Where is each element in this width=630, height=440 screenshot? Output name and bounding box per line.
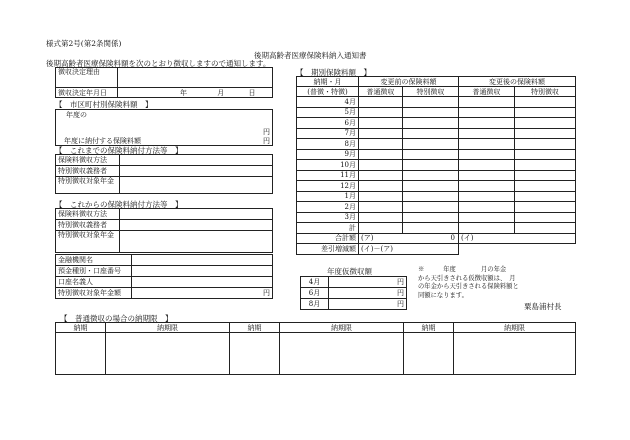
- next-row-label: 特別徴収対象年金: [56, 231, 120, 253]
- prov-yen: 円: [329, 277, 407, 288]
- col-month-header: 納期・月: [297, 77, 359, 87]
- next-row-label: 保険料徴収方法: [56, 209, 120, 220]
- reason-label: 徴収決定理由: [56, 68, 118, 88]
- premium-table: [55, 109, 273, 146]
- note-line: ※ 年度 月の年金: [418, 266, 507, 273]
- month-label: 11月: [297, 170, 359, 181]
- note-line: 同額になります。: [418, 291, 468, 299]
- month-label: 12月: [297, 181, 359, 192]
- notice-text: 後期高齢者医療保険料額を次のとおり徴収しますので通知します。: [46, 59, 271, 68]
- period-section-label: 【 期別保険料額 】: [296, 68, 371, 77]
- payment-col-deadline: 納期限: [106, 323, 230, 333]
- diff-label: 差引増減額: [297, 244, 359, 255]
- sum-a-value: 0: [450, 234, 455, 243]
- issuer: 粟島浦村長: [524, 302, 562, 311]
- before-special-header: 特別徴収: [403, 87, 459, 97]
- premium-fiscal-pay-cell: [56, 136, 273, 146]
- prov-month: 8月: [301, 299, 329, 310]
- bank-row-label: 特別徴収対象年金額: [56, 288, 132, 299]
- form-number: 様式第2号(第2条関係): [46, 39, 122, 48]
- prov-yen: 円: [329, 299, 407, 310]
- premium-yen-1: 円: [263, 127, 270, 136]
- total-label: 計: [297, 223, 359, 234]
- date-value: [118, 88, 273, 98]
- month-label: 7月: [297, 128, 359, 139]
- date-year: 年: [180, 88, 187, 97]
- reason-value: [118, 68, 273, 88]
- sum-label: 合計額: [297, 233, 359, 244]
- note-line: の年金から天引きされる保険料額と: [418, 283, 519, 290]
- bank-table: [55, 254, 273, 299]
- payment-col-period: 納期: [56, 323, 106, 333]
- note-line: から天引きされる仮徴収額は、 月: [418, 274, 516, 282]
- prov-month: 4月: [301, 277, 329, 288]
- payment-table: [55, 322, 576, 375]
- bank-row-label: 預金種別・口座番号: [56, 266, 132, 277]
- month-label: 1月: [297, 191, 359, 202]
- note-block: [418, 266, 519, 300]
- before-header: 変更前の保険料額: [359, 77, 459, 87]
- pension-amount-yen: 円: [132, 288, 273, 299]
- document-title: 後期高齢者医療保険料納入通知書: [254, 51, 367, 60]
- payment-col-deadline: 納期限: [280, 323, 404, 333]
- payment-section-label: 【 普通徴収の場合の納期限 】: [60, 314, 173, 323]
- month-label: 5月: [297, 107, 359, 118]
- next-method-section-label: 【 これからの保険料納付方法等 】: [55, 200, 183, 209]
- after-normal-header: 普通徴収: [459, 87, 515, 97]
- before-normal-header: 普通徴収: [359, 87, 403, 97]
- prev-row-label: 特別徴収対象年金: [56, 177, 120, 194]
- month-label: 4月: [297, 97, 359, 108]
- premium-fiscal-cell: [56, 110, 273, 136]
- sum-after-cell: [459, 233, 576, 244]
- provisional-table: [300, 276, 407, 310]
- month-label: 3月: [297, 212, 359, 223]
- after-special-header: 特別徴収: [515, 87, 576, 97]
- month-label: 6月: [297, 118, 359, 129]
- provisional-title: 年度仮徴収額: [327, 267, 372, 276]
- month-label: 9月: [297, 149, 359, 160]
- prov-yen: 円: [329, 288, 407, 299]
- next-row-label: 特別徴収義務者: [56, 220, 120, 231]
- sum-a-label: (ア): [361, 234, 374, 243]
- prev-method-section-label: 【 これまでの保険料納付方法等 】: [55, 146, 183, 155]
- prov-month: 6月: [301, 288, 329, 299]
- sum-before-cell: [359, 233, 459, 244]
- period-table: [296, 76, 576, 255]
- bank-row-label: 金融機関名: [56, 255, 132, 266]
- date-day: 日: [248, 88, 256, 97]
- premium-fiscal-pay: 年度に納付する保険料額: [64, 136, 141, 145]
- date-month: 月: [217, 88, 225, 97]
- month-label: 10月: [297, 160, 359, 171]
- payment-col-deadline: 納期限: [454, 323, 576, 333]
- diff-formula: (イ)－(ア): [359, 244, 459, 255]
- payment-col-period: 納期: [404, 323, 454, 333]
- col-method-header: (普徴・特徴): [297, 87, 359, 97]
- prev-row-label: 特別徴収義務者: [56, 166, 120, 177]
- prev-method-table: [55, 154, 273, 194]
- premium-section-label: 【 市区町村別保険料額 】: [55, 100, 153, 109]
- month-label: 2月: [297, 202, 359, 213]
- premium-fiscal-of: 年度の: [66, 111, 87, 119]
- premium-yen-2: 円: [263, 136, 270, 145]
- decision-table: [55, 67, 273, 98]
- next-method-table: [55, 208, 273, 253]
- month-label: 8月: [297, 139, 359, 150]
- prev-row-label: 保険料徴収方法: [56, 155, 120, 166]
- sum-i-label: (イ): [461, 234, 474, 243]
- after-header: 変更後の保険料額: [459, 77, 576, 87]
- payment-col-period: 納期: [230, 323, 280, 333]
- bank-row-label: 口座名義人: [56, 277, 132, 288]
- date-label: 徴収決定年月日: [56, 88, 118, 98]
